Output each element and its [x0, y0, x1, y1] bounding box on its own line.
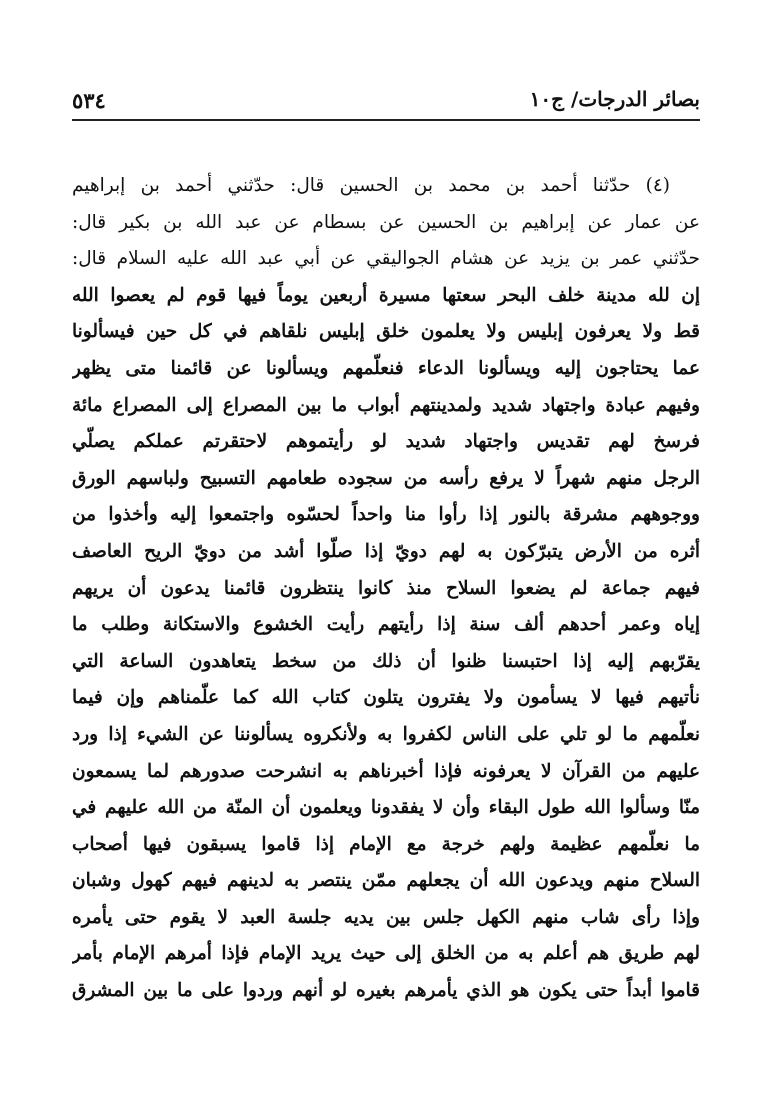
text-line: ما نعلّمهم عظيمة ولهم خرجة مع الإمام إذا قاموا يسبقون فيها أصحاب — [72, 833, 700, 855]
header-rule — [72, 119, 700, 121]
running-title: بصائر الدرجات/ ج١٠ — [529, 87, 700, 111]
text-line: ووجوههم مشرقة بالنور إذا رأوا منا واحداً لحسّوه واجتمعوا إليه وأخذوا من — [72, 504, 700, 526]
text-line: إياه وعمر أحدهم ألف سنة إذا رأيتهم رأيت الخشوع والاستكانة وطلب ما — [72, 614, 700, 636]
text-line: عليهم من القرآن لا يعرفونه فإذا أخبرناهم به انشرحت صدورهم لما يسمعون — [72, 760, 700, 782]
text-line: أثره من الأرض يتبرّكون به لهم دويّ إذا صلّوا أشد من دويّ الريح العاصف — [72, 540, 700, 562]
text-line: قاموا أبداً حتى يكون هو الذي يأمرهم بغيره لو أنهم وردوا على ما بين المشرق — [72, 980, 700, 1002]
text-line: حدّثني عمر بن يزيد عن هشام الجواليقي عن أبي عبد الله عليه السلام قال: — [72, 248, 700, 270]
text-line: قط ولا يعرفون إبليس ولا يعلمون خلق إبليس نلقاهم في كل حين فيسألونا — [72, 321, 700, 343]
text-line: منّا وسألوا الله طول البقاء وأن لا يفقدونا ويعلمون أن المنّة من الله عليهم في — [72, 797, 700, 819]
text-line: عن عمار عن إبراهيم بن الحسين عن بسطام عن عبد الله بن بكير قال: — [72, 211, 700, 233]
text-line: وإذا رأى شاب منهم الكهل جلس بين يديه جلسة العبد لا يقوم حتى يأمره — [72, 906, 700, 928]
text-line: فيهم جماعة لم يضعوا السلاح منذ كانوا ينتظرون قائمنا يدعون أن يريهم — [72, 577, 700, 599]
text-line: نعلّمهم ما لو تلي على الناس لكفروا به ولأنكروه يسألوننا عن الشيء إذا ورد — [72, 723, 700, 745]
text-line: نأتيهم فيها لا يسأمون ولا يفترون يتلون كتاب الله كما علّمناهم وإن فيما — [72, 687, 700, 709]
text-line: وفيهم عبادة واجتهاد شديد ولمدينتهم أبواب ما بين المصراع إلى المصراع مائة — [72, 394, 700, 416]
text-line: لهم طريق هم أعلم به من الخلق إلى حيث يريد الإمام فإذا أمرهم الإمام بأمر — [72, 943, 700, 965]
body-text — [72, 168, 700, 1010]
text-line: (٤) حدّثنا أحمد بن محمد بن الحسين قال: حدّثني أحمد بن إبراهيم — [72, 175, 670, 196]
text-line: السلاح منهم ويدعون الله أن يجعلهم ممّن ينتصر به لدينهم فيهم كهول وشبان — [72, 870, 700, 892]
text-line: إن لله مدينة خلف البحر سعتها مسيرة أربعين يوماً فيها قوم لم يعصوا الله — [72, 284, 700, 306]
text-line: عما يحتاجون إليه ويسألونا الدعاء فنعلّمهم ويسألونا عن قائمنا متى يظهر — [72, 357, 700, 379]
page-header — [72, 86, 700, 116]
page-number: ٥٣٤ — [72, 88, 106, 113]
text-line: يقرّبهم إليه إذا احتبسنا ظنوا أن ذلك من سخط يتعاهدون الساعة التي — [72, 650, 700, 672]
text-line: الرجل منهم شهراً لا يرفع رأسه من سجوده طعامهم التسبيح ولباسهم الورق — [72, 467, 700, 489]
text-line: فرسخ لهم تقديس واجتهاد شديد لو رأيتموهم لاحتقرتم عملكم يصلّي — [72, 431, 700, 453]
